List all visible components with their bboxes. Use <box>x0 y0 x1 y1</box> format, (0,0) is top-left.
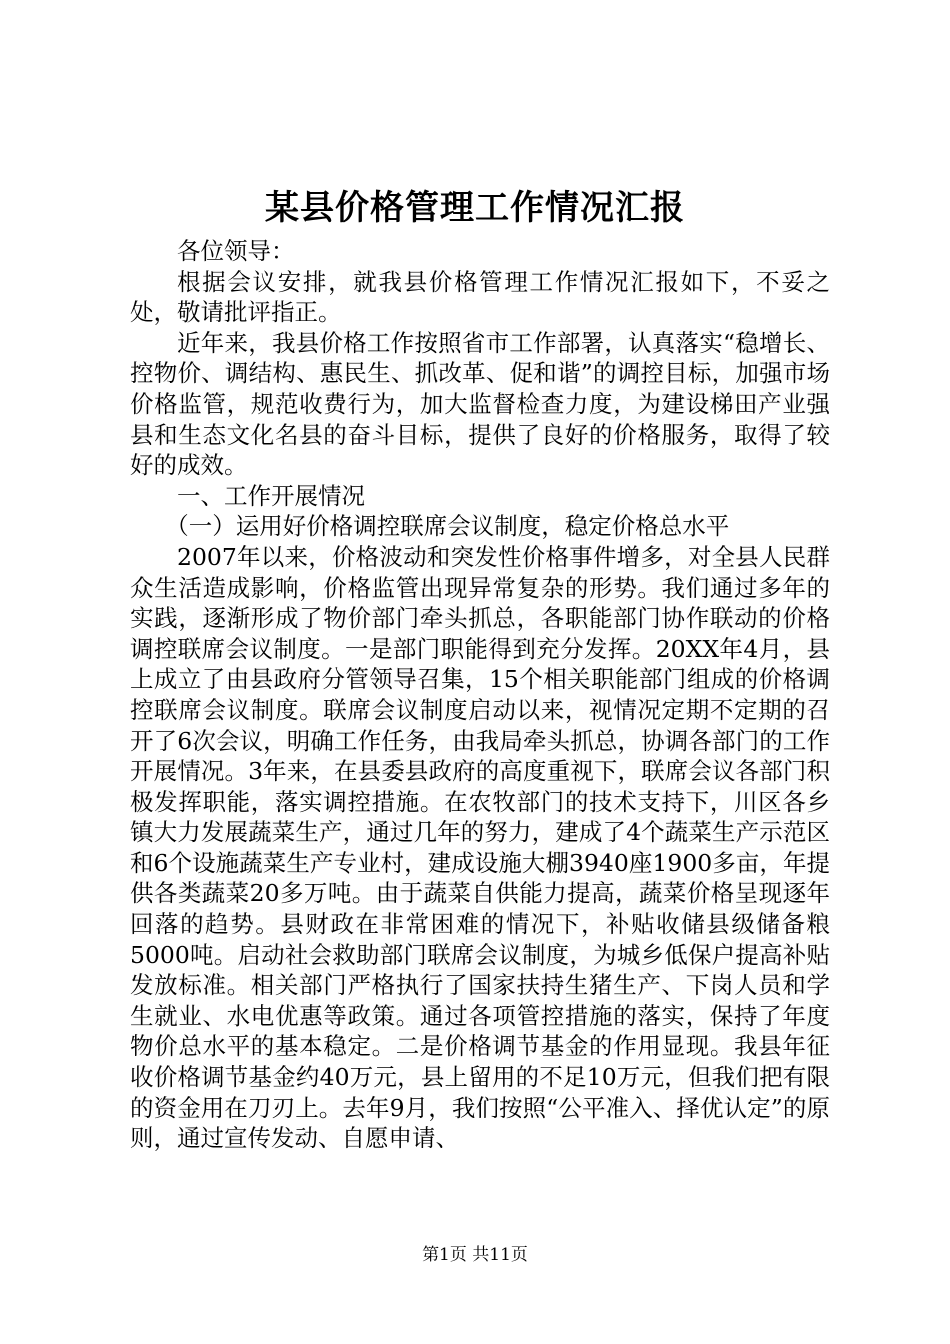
body-paragraph: 2007年以来，价格波动和突发性价格事件增多，对全县人民群众生活造成影响，价格监管出现异常复杂的形势。我们通过多年的实践，逐渐形成了物价部门牵头抓总，各职能部门协作联动的价格调控联席会议制度。一是部门职能得到充分发挥。20XX年4月，县上成立了由县政府分管领导召集，15个相关职能部门组成的价格调控联席会议制度。联席会议制度启动以来，视情况定期不定期的召开了6次会议，明确工作任务，由我局牵头抓总，协调各部门的工作开展情况。3年来，在县委县政府的高度重视下，联席会议各部门积极发挥职能，落实调控措施。在农牧部门的技术支持下，川区各乡镇大力发展蔬菜生产，通过几年的努力，建成了4个蔬菜生产示范区和6个设施蔬菜生产专业村，建成设施大棚3940座1900多亩，年提供各类蔬菜20多万吨。由于蔬菜自供能力提高，蔬菜价格呈现逐年回落的趋势。县财政在非常困难的情况下，补贴收储县级储备粮5000吨。启动社会救助部门联席会议制度，为城乡低保户提高补贴发放标准。相关部门严格执行了国家扶持生猪生产、下岗人员和学生就业、水电优惠等政策。通过各项管控措施的落实，保持了年度物价总水平的基本稳定。二是价格调节基金的作用显现。我县年征收价格调节基金约40万元，县上留用的不足10万元，但我们把有限的资金用在刀刃上。去年9月，我们按照“公平准入、择优认定”的原则，通过宣传发动、自愿申请、 <box>130 542 830 1153</box>
document-body <box>130 236 830 1154</box>
overview-paragraph: 近年来，我县价格工作按照省市工作部署，认真落实“稳增长、控物价、调结构、惠民生、抓改革、促和谐”的调控目标，加强市场价格监管，规范收费行为，加大监督检查力度，为建设梯田产业强县和生态文化名县的奋斗目标，提供了良好的价格服务，取得了较好的成效。 <box>130 328 830 480</box>
subsection-heading: （一）运用好价格调控联席会议制度，稳定价格总水平 <box>165 512 730 541</box>
document-title: 某县价格管理工作情况汇报 <box>265 188 685 228</box>
section-heading: 一、工作开展情况 <box>177 481 365 510</box>
page-number-footer: 第1页 共11页 <box>422 1245 528 1265</box>
salutation-paragraph: 各位领导： <box>177 237 295 265</box>
intro-paragraph: 根据会议安排，就我县价格管理工作情况汇报如下，不妥之处，敬请批评指正。 <box>130 267 830 327</box>
